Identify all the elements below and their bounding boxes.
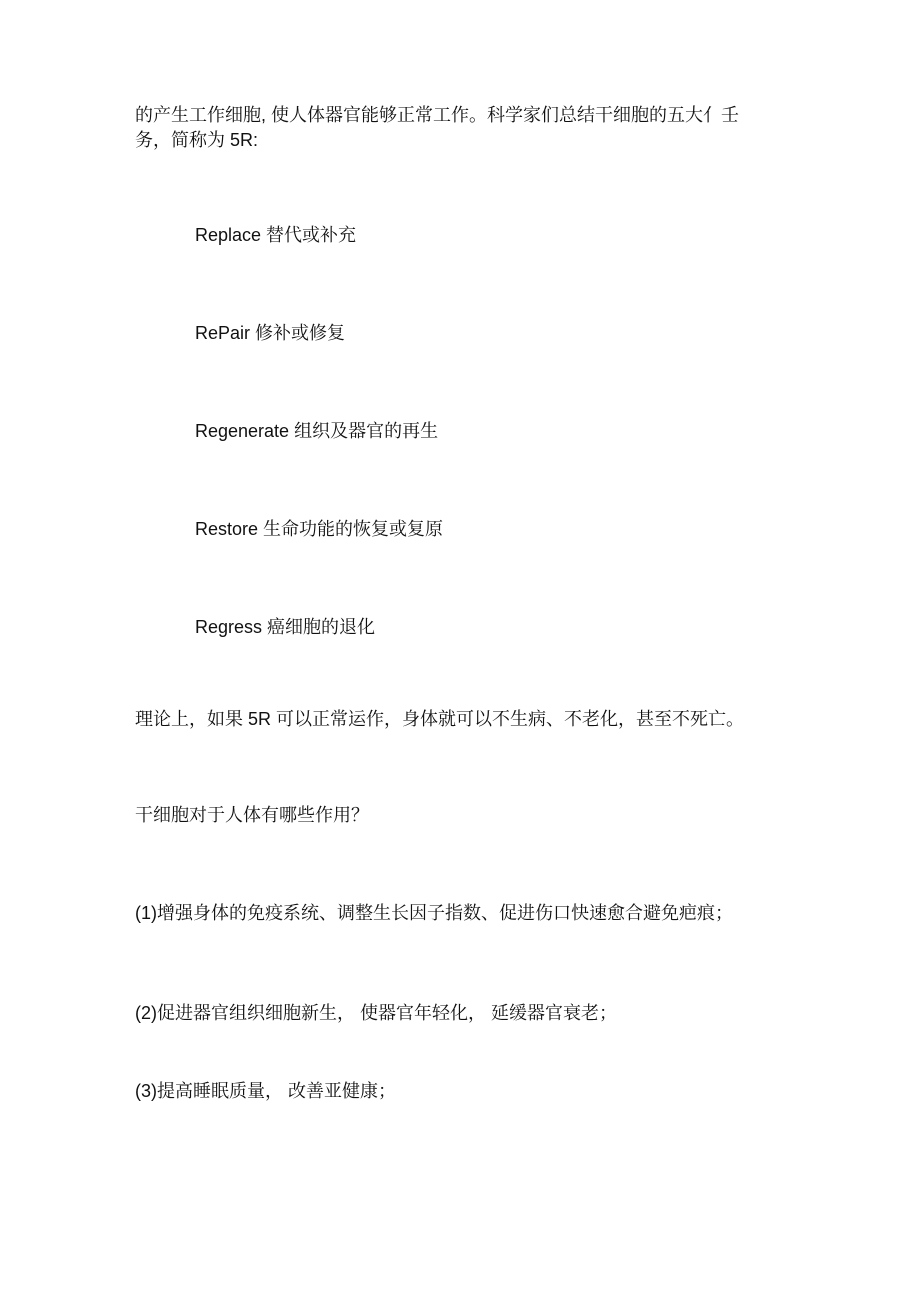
list-item-replace: Replace 替代或补充 (195, 225, 357, 245)
list-item-repair: RePair 修补或修复 (195, 323, 346, 343)
intro-line-2: 务，简称为 5R: (135, 130, 259, 150)
list-item-restore: Restore 生命功能的恢复或复原 (195, 519, 444, 539)
effect-item-1: (1)增强身体的免疫系统、调整生长因子指数、促进伤口快速愈合避免疤痕； (135, 903, 733, 923)
intro-line-1: 的产生工作细胞, 使人体器官能够正常工作。科学家们总结干细胞的五大亻壬 (135, 105, 739, 125)
question-heading: 干细胞对于人体有哪些作用？ (135, 805, 369, 825)
effect-item-3: (3)提高睡眠质量， 改善亚健康； (135, 1081, 396, 1101)
effect-item-2: (2)促进器官组织细胞新生， 使器官年轻化， 延缓器官衰老； (135, 1003, 617, 1023)
list-item-regress: Regress 癌细胞的退化 (195, 617, 376, 637)
theory-paragraph: 理论上，如果 5R 可以正常运作，身体就可以不生病、不老化，甚至不死亡。 (135, 709, 745, 729)
list-item-regenerate: Regenerate 组织及器官的再生 (195, 421, 439, 441)
